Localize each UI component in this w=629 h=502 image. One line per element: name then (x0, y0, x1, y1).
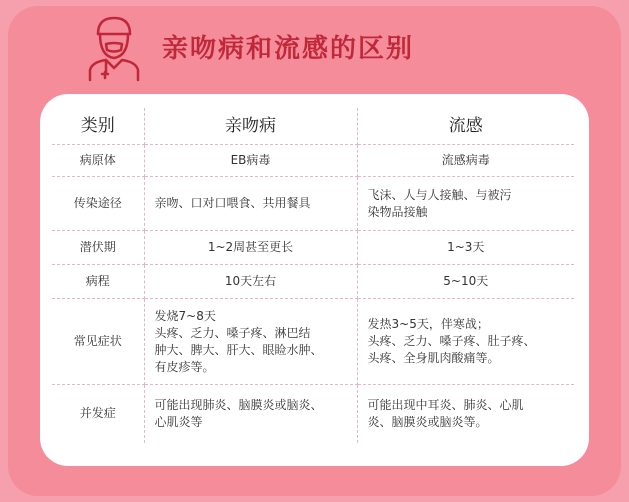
row-category: 病原体 (52, 145, 144, 177)
table-row (52, 265, 574, 299)
doctor-icon (84, 12, 144, 82)
header-category: 类别 (52, 108, 144, 145)
row-flu-value: 发热3~5天，伴寒战； 头疼、乏力、嗓子疼、肚子疼、 头疼、全身肌肉酸痛等。 (357, 299, 574, 385)
table-row (52, 177, 574, 231)
table-row (52, 299, 574, 385)
row-category: 病程 (52, 265, 144, 299)
table-row (52, 145, 574, 177)
row-category: 常见症状 (52, 299, 144, 385)
page-title: 亲吻病和流感的区别 (162, 34, 415, 64)
comparison-table (52, 108, 574, 443)
row-kiss-value: 发烧7~8天 头疼、乏力、嗓子疼、淋巴结 肿大、脾大、肝大、眼睑水肿、 有皮疹等。 (144, 299, 357, 385)
table-row (52, 231, 574, 265)
row-category: 传染途径 (52, 177, 144, 231)
table-header-row (52, 108, 574, 145)
header-flu: 流感 (357, 108, 574, 145)
row-kiss-value: 10天左右 (144, 265, 357, 299)
row-flu-value: 流感病毒 (357, 145, 574, 177)
row-category: 潜伏期 (52, 231, 144, 265)
row-flu-value: 飞沫、人与人接触、与被污 染物品接触 (357, 177, 574, 231)
row-flu-value: 5~10天 (357, 265, 574, 299)
row-kiss-value: EB病毒 (144, 145, 357, 177)
header-kiss-disease: 亲吻病 (144, 108, 357, 145)
row-kiss-value: 亲吻、口对口喂食、共用餐具 (144, 177, 357, 231)
row-flu-value: 可能出现中耳炎、肺炎、心肌 炎、脑膜炎或脑炎等。 (367, 397, 524, 429)
table-row (52, 385, 574, 443)
row-flu-value: 1~3天 (357, 231, 574, 265)
row-category: 并发症 (52, 385, 144, 443)
row-kiss-value: 可能出现肺炎、脑膜炎或脑炎、 心肌炎等 (144, 385, 357, 443)
row-kiss-value: 1~2周甚至更长 (144, 231, 357, 265)
